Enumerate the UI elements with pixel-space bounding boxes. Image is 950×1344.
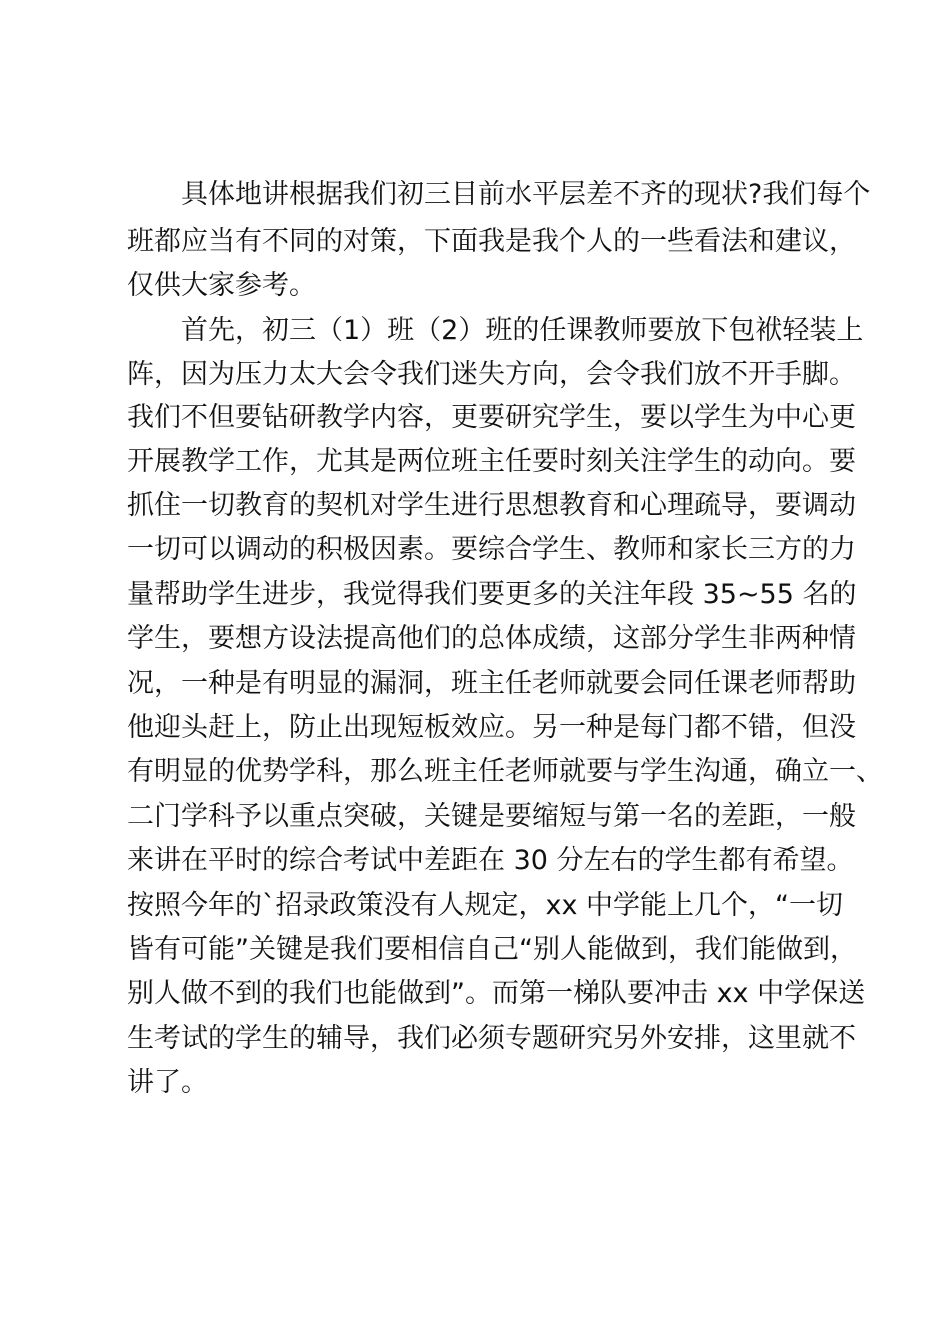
text-line: 仅供大家参考。 (127, 270, 316, 301)
text-line: 来讲在平时的综合考试中差距在 30 分左右的学生都有希望。 (127, 845, 854, 876)
text-line: 一切可以调动的积极因素。要综合学生、教师和家长三方的力 (127, 534, 856, 565)
text-line: 开展教学工作，尤其是两位班主任要时刻关注学生的动向。要 (127, 446, 856, 477)
text-line: 别人做不到的我们也能做到”。而第一梯队要冲击 xx 中学保送 (127, 978, 866, 1009)
text-line: 学生，要想方设法提高他们的总体成绩，这部分学生非两种情 (127, 623, 856, 654)
text-line: 有明显的优势学科，那么班主任老师就要与学生沟通，确立一、 (127, 756, 883, 787)
text-line: 他迎头赶上，防止出现短板效应。另一种是每门都不错，但没 (127, 712, 856, 743)
text-line: 皆有可能”关键是我们要相信自己“别人能做到，我们能做到， (127, 934, 857, 965)
text-line: 班都应当有不同的对策，下面我是我个人的一些看法和建议， (127, 226, 856, 257)
text-line: 抓住一切教育的契机对学生进行思想教育和心理疏导，要调动 (127, 490, 856, 521)
text-line: 阵，因为压力太大会令我们迷失方向，会令我们放不开手脚。 (127, 359, 856, 390)
text-line: 首先，初三（1）班（2）班的任课教师要放下包袱轻装上 (181, 315, 864, 346)
text-line: 二门学科予以重点突破，关键是要缩短与第一名的差距，一般 (127, 801, 856, 832)
text-line: 我们不但要钻研教学内容，更要研究学生，要以学生为中心更 (127, 402, 856, 433)
text-line: 生考试的学生的辅导，我们必须专题研究另外安排，这里就不 (127, 1023, 856, 1054)
text-line: 讲了。 (127, 1067, 208, 1098)
text-line: 按照今年的`招录政策没有人规定，xx 中学能上几个，“一切 (127, 890, 844, 921)
text-line: 量帮助学生进步，我觉得我们要更多的关注年段 35~55 名的 (127, 579, 857, 610)
text-line: 具体地讲根据我们初三目前水平层差不齐的现状?我们每个 (181, 179, 871, 210)
text-line: 况，一种是有明显的漏洞，班主任老师就要会同任课老师帮助 (127, 668, 856, 699)
